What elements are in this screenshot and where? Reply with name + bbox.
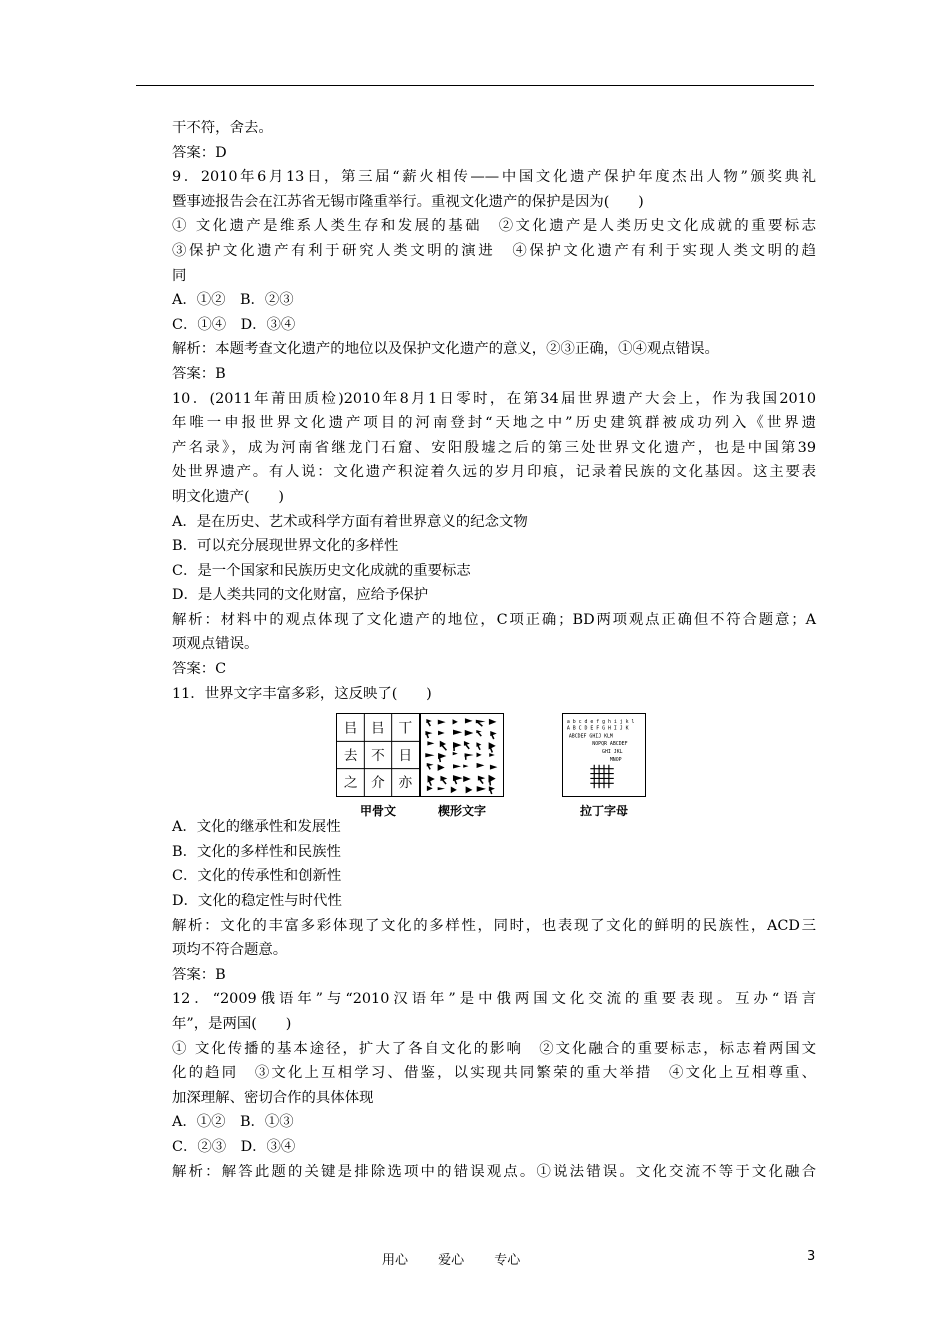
oracle-glyph: 㠯 — [343, 720, 358, 737]
latin-row: a b c d e f g h i j k l — [566, 719, 635, 726]
text-line: 暨事迹报告会在江苏省无锡市隆重举行。重视文化遗产的保护是因为( ) — [172, 193, 644, 210]
footer-motto: 用心 爱心 专心 — [382, 1253, 521, 1268]
text-line: C．文化的传承性和创新性 — [172, 868, 342, 885]
text-line: 解析：本题考查文化遗产的地位以及保护文化遗产的意义，②③正确，①④观点错误。 — [172, 341, 719, 358]
oracle-glyph: 之 — [343, 775, 358, 792]
text-line: 化的趋同 ③文化上互相学习、借鉴，以实现共同繁荣的重大举措 ④文化上互相尊重、 — [172, 1065, 816, 1082]
text-line: 同 — [172, 267, 187, 284]
text-line: 解析：文化的丰富多彩体现了文化的多样性，同时，也表现了文化的鲜明的民族性，ACD三 — [172, 917, 816, 934]
text-line: D．文化的稳定性与时代性 — [172, 893, 342, 910]
text-line: 答案：D — [172, 144, 227, 161]
oracle-glyph: 日 — [398, 748, 413, 765]
text-line: 项均不符合题意。 — [172, 942, 288, 959]
document-body — [172, 116, 816, 1184]
text-line: A．①② B．①③ — [172, 1114, 294, 1131]
latin-row: A B C D E F G H I J K — [566, 725, 629, 732]
text-line: ① 文化遗产是维系人类生存和发展的基础 ②文化遗产是人类历史文化成就的重要标志 — [172, 218, 816, 235]
latin-row: GHI JKL — [602, 749, 623, 756]
caption-latin-alphabet: 拉丁字母 — [579, 804, 628, 819]
text-line: 答案：C — [172, 661, 227, 678]
text-line: 10．(2011年莆田质检)2010年8月1日零时，在第34届世界遗产大会上，作为我国2010 — [172, 390, 816, 407]
text-line: ③保护文化遗产有利于研究人类文明的演进 ④保护文化遗产有利于实现人类文明的趋 — [172, 242, 816, 259]
text-line: C．是一个国家和民族历史文化成就的重要标志 — [172, 562, 471, 579]
text-line: 干不符，舍去。 — [172, 120, 273, 136]
text-line: B．文化的多样性和民族性 — [172, 843, 341, 860]
text-line: 答案：B — [172, 365, 226, 382]
text-line: 答案：B — [172, 966, 226, 983]
script-figure — [172, 711, 816, 819]
latin-row: NOPQR ABCDEF — [592, 741, 628, 748]
text-line: 11．世界文字丰富多彩，这反映了( ) — [172, 685, 432, 702]
latin-row: ABCDEF GHIJ KLM — [568, 733, 613, 740]
oracle-glyph: 丅 — [398, 720, 413, 737]
text-block-top — [172, 116, 816, 706]
text-line: 处世界遗产。有人说：文化遗产积淀着久远的岁月印痕，记录着民族的文化基因。这主要表 — [172, 464, 816, 481]
text-line: C．②③ D．③④ — [172, 1138, 296, 1155]
text-line: 产名录》，成为河南省继龙门石窟、安阳殷墟之后的第三处世界文化遗产，也是中国第39 — [172, 439, 816, 456]
oracle-glyph: 亦 — [398, 775, 413, 792]
oracle-glyph: 介 — [371, 775, 385, 792]
text-line: 解析：材料中的观点体现了文化遗产的地位，C项正确；BD两项观点正确但不符合题意；A — [172, 611, 816, 628]
text-line: 明文化遗产( ) — [172, 488, 284, 505]
text-line: A．文化的继承性和发展性 — [172, 819, 341, 836]
text-line: 加深理解、密切合作的具体体现 — [172, 1089, 374, 1106]
text-line: 解析：解答此题的关键是排除选项中的错误观点。①说法错误。文化交流不等于文化融合 — [172, 1163, 816, 1180]
text-line: 年唯一申报世界文化遗产项目的河南登封“天地之中”历史建筑群被成功列入《世界遗 — [172, 415, 816, 432]
text-line: A．是在历史、艺术或科学方面有着世界意义的纪念文物 — [172, 513, 528, 530]
latin-row: MNOP — [609, 757, 622, 764]
text-line: 12．“2009俄语年”与“2010汉语年”是中俄两国文化交流的重要表现。互办“语言 — [172, 991, 816, 1008]
text-line: A．①② B．②③ — [172, 292, 294, 309]
text-block-bottom — [172, 815, 816, 1184]
oracle-glyph: 去 — [343, 748, 358, 765]
page-number: 3 — [807, 1249, 816, 1264]
text-line: 9．2010年6月13日，第三届“薪火相传——中国文化遗产保护年度杰出人物”颁奖典礼 — [172, 169, 816, 186]
text-line: C．①④ D．③④ — [172, 316, 296, 333]
caption-cuneiform: 楔形文字 — [437, 804, 486, 819]
oracle-glyph: 㠯 — [371, 720, 385, 737]
text-line: 年”，是两国( ) — [172, 1016, 292, 1032]
text-line: D．是人类共同的文化财富，应给予保护 — [172, 587, 429, 604]
text-line: B．可以充分展现世界文化的多样性 — [172, 538, 399, 555]
header-rule — [136, 85, 814, 86]
oracle-glyph: 不 — [371, 748, 385, 765]
oracle-bone-image — [336, 713, 420, 797]
cuneiform-image — [420, 713, 504, 797]
text-line: 项观点错误。 — [172, 636, 259, 653]
latin-alphabet-image — [562, 713, 646, 797]
caption-oracle-bone: 甲骨文 — [359, 804, 396, 819]
text-line: ① 文化传播的基本途径，扩大了各自文化的影响 ②文化融合的重要标志，标志着两国文 — [172, 1040, 816, 1057]
